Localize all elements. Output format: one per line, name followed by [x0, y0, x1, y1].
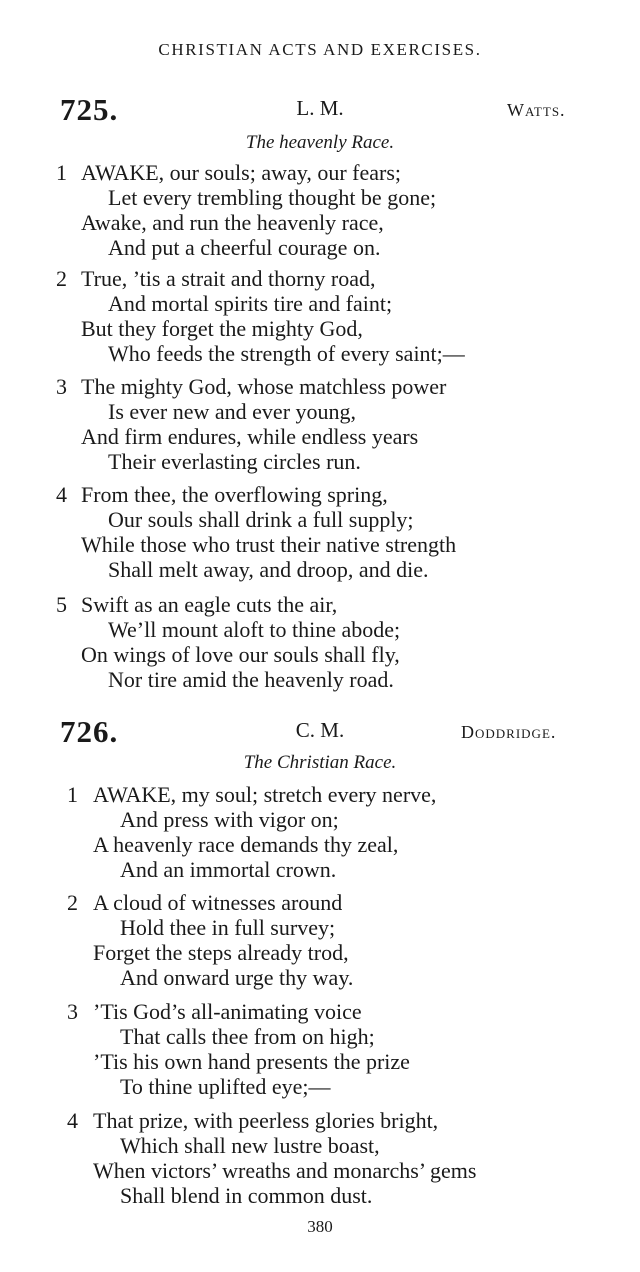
verse-line: Hold thee in full survey;: [120, 915, 336, 940]
verse-line: Let every trembling thought be gone;: [108, 185, 437, 210]
hymn-number: 726.: [60, 714, 119, 749]
verse-line: But they forget the mighty God,: [81, 316, 363, 341]
stanza-number: 1: [67, 782, 78, 807]
hymn-725-header: [0, 92, 640, 126]
stanza-number: 2: [67, 890, 78, 915]
verse-line: On wings of love our souls shall fly,: [81, 642, 400, 667]
stanza-number: 3: [67, 999, 78, 1024]
hymn-number: 725.: [60, 92, 119, 127]
verse-line: We’ll mount aloft to thine abode;: [108, 617, 401, 642]
verse-line: AWAKE, our souls; away, our fears;: [81, 160, 402, 185]
verse-line: A heavenly race demands thy zeal,: [93, 832, 399, 857]
verse-line: ’Tis God’s all-animating voice: [93, 999, 362, 1024]
verse-line: ’Tis his own hand presents the prize: [93, 1049, 410, 1074]
verse-line: And firm endures, while endless years: [81, 424, 419, 449]
stanza-number: 2: [56, 266, 67, 291]
verse-line: From thee, the overflowing spring,: [81, 482, 388, 507]
hymn-author: Doddridge.: [461, 722, 557, 742]
verse-line: And press with vigor on;: [120, 807, 339, 832]
stanza-number: 4: [67, 1108, 78, 1133]
hymn-author: Watts.: [507, 100, 566, 120]
verse-line: A cloud of witnesses around: [93, 890, 343, 915]
stanza-number: 3: [56, 374, 67, 399]
hymn-title: The heavenly Race.: [245, 132, 395, 153]
verse-line: Who feeds the strength of every saint;—: [108, 341, 465, 366]
verse-line: Which shall new lustre boast,: [120, 1133, 380, 1158]
verse-line: Nor tire amid the heavenly road.: [108, 667, 394, 692]
hymn-meter: L. M.: [296, 96, 344, 120]
verse-line: To thine uplifted eye;—: [120, 1074, 331, 1099]
verse-line: While those who trust their native strength: [81, 532, 457, 557]
verse-line: And an immortal crown.: [120, 857, 337, 882]
running-head: CHRISTIAN ACTS AND EXERCISES.: [158, 40, 482, 59]
verse-line: Awake, and run the heavenly race,: [81, 210, 384, 235]
verse-line: When victors’ wreaths and monarchs’ gems: [93, 1158, 477, 1183]
verse-line: AWAKE, my soul; stretch every nerve,: [93, 782, 437, 807]
stanza-number: 4: [56, 482, 67, 507]
stanza-number: 5: [56, 592, 67, 617]
verse-line: True, ’tis a strait and thorny road,: [81, 266, 376, 291]
hymn-meter: C. M.: [295, 718, 345, 742]
verse-line: Swift as an eagle cuts the air,: [81, 592, 338, 617]
verse-line: Their everlasting circles run.: [108, 449, 361, 474]
verse-line: Forget the steps already trod,: [93, 940, 349, 965]
verse-line: The mighty God, whose matchless power: [81, 374, 447, 399]
stanza-number: 1: [56, 160, 67, 185]
verse-line: That prize, with peerless glories bright,: [93, 1108, 439, 1133]
verse-line: And onward urge thy way.: [120, 965, 354, 990]
verse-line: Shall blend in common dust.: [120, 1183, 373, 1208]
hymn-726-header: [0, 714, 640, 748]
verse-line: And mortal spirits tire and faint;: [108, 291, 393, 316]
verse-line: Our souls shall drink a full supply;: [108, 507, 414, 532]
page-number: 380: [307, 1217, 333, 1236]
verse-line: That calls thee from on high;: [120, 1024, 375, 1049]
verse-line: Shall melt away, and droop, and die.: [108, 557, 429, 582]
verse-line: And put a cheerful courage on.: [108, 235, 381, 260]
hymn-title: The Christian Race.: [243, 752, 397, 773]
verse-line: Is ever new and ever young,: [108, 399, 357, 424]
